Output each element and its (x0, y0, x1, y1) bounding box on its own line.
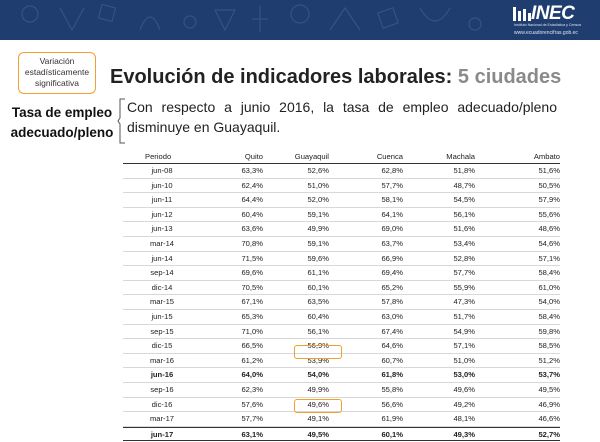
table-value-cell: 53,0% (453, 370, 475, 380)
table-value-cell: 58,1% (381, 195, 403, 205)
table-value-cell: 54,5% (453, 195, 475, 205)
table-value-cell: 57,6% (241, 399, 263, 409)
table-value-cell: 59,1% (307, 209, 329, 219)
table-value-cell: 69,0% (381, 224, 403, 234)
table-header-row (123, 150, 560, 164)
table-row (123, 237, 560, 252)
table-period-cell: sep-16 (150, 384, 174, 394)
table-value-cell: 53,7% (538, 370, 560, 380)
table-value-cell: 65,2% (381, 282, 403, 292)
table-value-cell: 60,7% (381, 355, 403, 365)
table-value-cell: 52,7% (538, 429, 560, 439)
table-value-cell: 60,1% (381, 429, 403, 439)
table-period-cell: jun-12 (151, 209, 173, 219)
table-value-cell: 70,5% (241, 282, 263, 292)
table-value-cell: 69,4% (381, 268, 403, 278)
inec-logo (512, 3, 594, 37)
significance-legend-badge: Variación estadísticamente significativa (18, 52, 96, 94)
table-value-cell: 71,0% (241, 326, 263, 336)
table-value-cell: 70,8% (241, 238, 263, 248)
table-value-cell: 53,4% (453, 238, 475, 248)
table-value-cell: 51,6% (453, 224, 475, 234)
page-title-accent: 5 ciudades (457, 66, 562, 88)
table-value-cell: 52,6% (307, 166, 329, 175)
table-period-cell: mar-14 (149, 238, 175, 248)
table-row (123, 412, 560, 427)
table-row (123, 281, 560, 296)
table-value-cell: 49,2% (453, 399, 475, 409)
table-value-cell: 66,9% (381, 253, 403, 263)
table-period-cell: jun-11 (151, 195, 173, 205)
table-value-cell: 48,7% (453, 180, 475, 190)
table-value-cell: 63,3% (241, 166, 263, 175)
table-value-cell: 52,8% (453, 253, 475, 263)
table-value-cell: 50,5% (538, 180, 560, 190)
table-row (123, 368, 560, 383)
table-header-cell: Cuenca (376, 152, 403, 161)
table-value-cell: 69,6% (241, 268, 263, 278)
table-row (123, 208, 560, 223)
table-value-cell: 53,9% (307, 355, 329, 365)
table-period-cell: jun-15 (151, 311, 173, 321)
table-value-cell: 52,0% (307, 195, 329, 205)
table-value-cell: 49,5% (307, 429, 329, 439)
table-value-cell: 55,9% (453, 282, 475, 292)
table-value-cell: 57,9% (538, 195, 560, 205)
table-value-cell: 65,3% (241, 311, 263, 321)
banner-pattern-graphic (0, 0, 500, 40)
table-value-cell: 56,1% (307, 326, 329, 336)
table-period-cell: mar-17 (149, 414, 175, 424)
table-value-cell: 64,6% (381, 341, 403, 351)
table-header-cell: Guayaquil (294, 152, 329, 161)
table-value-cell: 54,0% (307, 370, 329, 380)
table-value-cell: 48,1% (453, 414, 475, 424)
table-value-cell: 67,1% (241, 297, 263, 307)
page-title-main: Evolución de indicadores laborales: (110, 66, 453, 88)
table-row (123, 179, 560, 194)
table-value-cell: 64,4% (241, 195, 263, 205)
table-value-cell: 67,4% (381, 326, 403, 336)
page-title (110, 66, 561, 89)
table-value-cell: 49,5% (538, 384, 560, 394)
table-value-cell: 56,6% (381, 399, 403, 409)
table-value-cell: 57,1% (538, 253, 560, 263)
table-period-cell: mar-15 (149, 297, 175, 307)
table-value-cell: 46,9% (538, 399, 560, 409)
table-period-cell: dic-14 (151, 282, 173, 292)
table-value-cell: 48,6% (538, 224, 560, 234)
table-value-cell: 59,1% (307, 238, 329, 248)
table-period-cell: jun-14 (151, 253, 173, 263)
table-value-cell: 60,1% (307, 282, 329, 292)
table-value-cell: 56,1% (453, 209, 475, 219)
table-period-cell: jun-10 (151, 180, 173, 190)
table-value-cell: 61,2% (241, 355, 263, 365)
table-value-cell: 61,8% (381, 370, 403, 380)
table-value-cell: 63,1% (241, 429, 263, 439)
table-value-cell: 59,6% (307, 253, 329, 263)
employment-rate-table (123, 150, 560, 441)
logo-url: www.ecuadorencifras.gob.ec (514, 30, 578, 36)
table-value-cell: 63,7% (381, 238, 403, 248)
table-period-cell: dic-16 (151, 399, 173, 409)
table-value-cell: 63,6% (241, 224, 263, 234)
table-period-cell: jun-16 (150, 370, 174, 380)
table-value-cell: 58,4% (538, 311, 560, 321)
table-value-cell: 64,0% (241, 370, 263, 380)
table-value-cell: 49,6% (453, 384, 475, 394)
table-value-cell: 66,5% (241, 341, 263, 351)
table-value-cell: 57,7% (453, 268, 475, 278)
table-value-cell: 49,9% (307, 384, 329, 394)
table-value-cell: 57,7% (381, 180, 403, 190)
table-period-cell: sep-15 (150, 326, 174, 336)
table-value-cell: 51,8% (453, 166, 475, 175)
header-banner (0, 0, 600, 40)
logo-text: INEC (531, 3, 575, 24)
table-row (123, 427, 560, 442)
table-value-cell: 61,0% (538, 282, 560, 292)
table-header-cell: Quito (244, 152, 263, 161)
table-value-cell: 49,9% (307, 224, 329, 234)
table-value-cell: 51,0% (453, 355, 475, 365)
table-row (123, 295, 560, 310)
highlight-box-jun17-guayaquil (294, 399, 342, 413)
table-period-cell: dic-15 (151, 341, 173, 351)
table-value-cell: 63,5% (307, 297, 329, 307)
table-row (123, 252, 560, 267)
table-value-cell: 49,3% (453, 429, 475, 439)
bracket-graphic (118, 98, 126, 144)
table-value-cell: 51,6% (538, 166, 560, 175)
table-value-cell: 56,9% (307, 341, 329, 351)
table-value-cell: 55,6% (538, 209, 560, 219)
table-value-cell: 64,1% (381, 209, 403, 219)
table-row (123, 193, 560, 208)
table-value-cell: 49,6% (307, 399, 329, 409)
table-value-cell: 58,5% (538, 341, 560, 351)
table-value-cell: 54,6% (538, 238, 560, 248)
table-value-cell: 46,6% (538, 414, 560, 424)
table-value-cell: 58,4% (538, 268, 560, 278)
table-value-cell: 54,9% (453, 326, 475, 336)
logo-subtitle: Instituto Nacional de Estadística y Censos (514, 23, 582, 27)
table-value-cell: 62,8% (381, 166, 403, 175)
indicator-label: Tasa de empleo adecuado/pleno (10, 105, 114, 140)
highlight-box-jun16-guayaquil (294, 345, 342, 359)
table-period-cell: jun-17 (150, 429, 174, 439)
table-value-cell: 60,4% (307, 311, 329, 321)
table-row (123, 325, 560, 340)
table-value-cell: 51,2% (538, 355, 560, 365)
table-row (123, 266, 560, 281)
table-value-cell: 57,1% (453, 341, 475, 351)
table-header-cell: Machala (446, 152, 475, 161)
table-row (123, 164, 560, 179)
table-value-cell: 71,5% (241, 253, 263, 263)
table-value-cell: 59,8% (538, 326, 560, 336)
table-row (123, 222, 560, 237)
table-value-cell: 55,8% (381, 384, 403, 394)
table-value-cell: 47,3% (453, 297, 475, 307)
inec-logo-mark-icon (512, 5, 532, 23)
table-value-cell: 51,0% (307, 180, 329, 190)
table-value-cell: 49,1% (307, 414, 329, 424)
table-header-cell: Ambato (533, 152, 560, 161)
table-value-cell: 61,1% (307, 268, 329, 278)
table-value-cell: 57,8% (381, 297, 403, 307)
table-row (123, 310, 560, 325)
table-value-cell: 61,9% (381, 414, 403, 424)
description-text: Con respecto a junio 2016, la tasa de empleo adecuado/pleno disminuye en Guayaquil. (127, 99, 557, 135)
table-period-cell: sep-14 (150, 268, 174, 278)
table-value-cell: 57,7% (241, 414, 263, 424)
table-value-cell: 54,0% (538, 297, 560, 307)
table-period-cell: mar-16 (149, 355, 175, 365)
table-value-cell: 63,0% (381, 311, 403, 321)
table-period-cell: jun-08 (151, 166, 173, 175)
table-value-cell: 51,7% (453, 311, 475, 321)
table-row (123, 383, 560, 398)
table-value-cell: 62,3% (241, 384, 263, 394)
table-period-cell: jun-13 (151, 224, 173, 234)
table-header-cell: Periodo (145, 152, 172, 161)
table-value-cell: 62,4% (241, 180, 263, 190)
table-value-cell: 60,4% (241, 209, 263, 219)
